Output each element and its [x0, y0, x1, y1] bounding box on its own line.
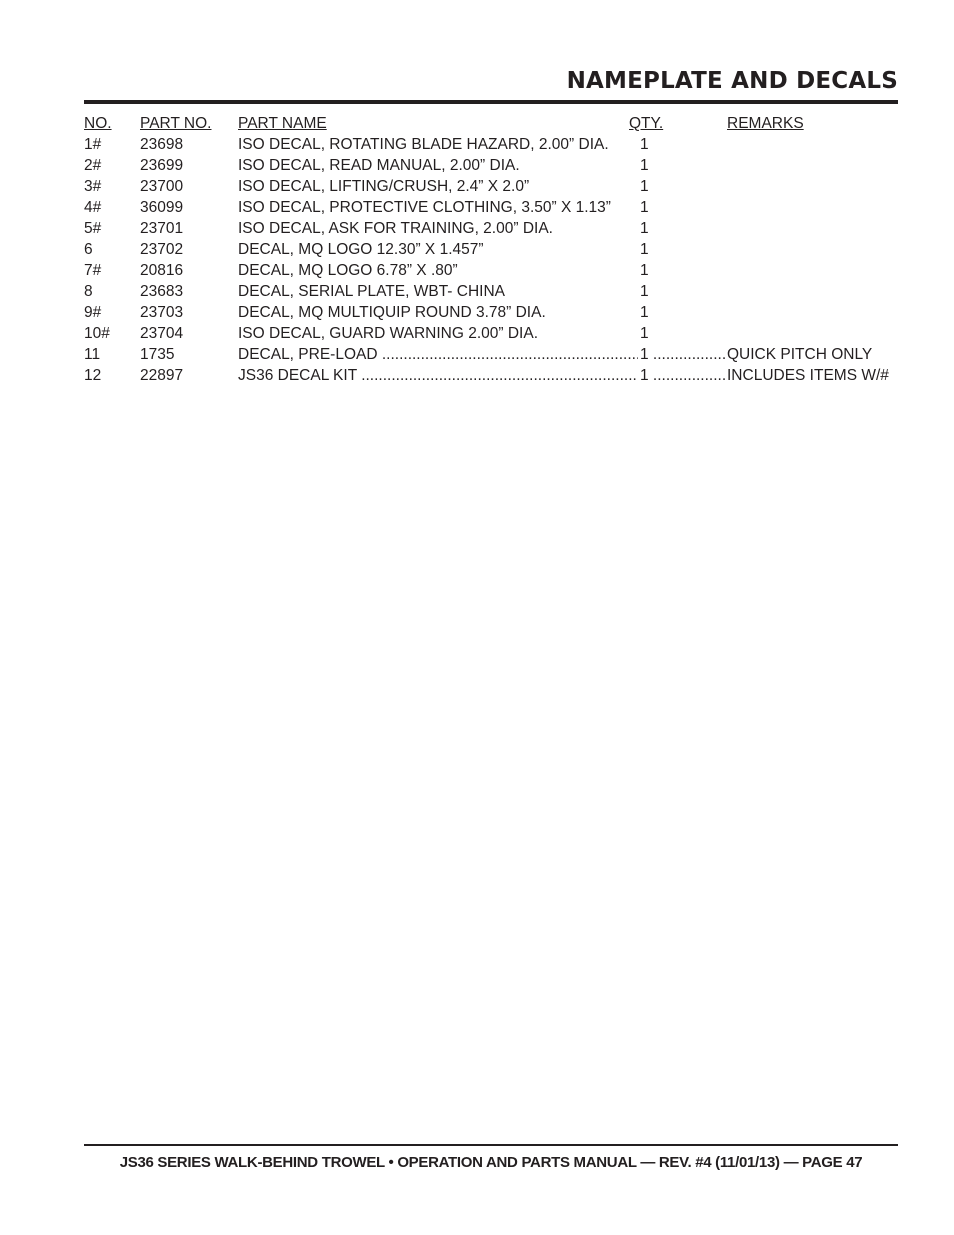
table-row: [84, 134, 898, 155]
row-no: 12: [84, 367, 102, 384]
table-row: [84, 323, 898, 344]
row-remarks: INCLUDES ITEMS W/#: [727, 367, 889, 384]
header-qty: QTY.: [629, 115, 664, 132]
row-part-name: DECAL, SERIAL PLATE, WBT- CHINA: [238, 283, 506, 300]
row-no: 2#: [84, 157, 102, 174]
row-no: 8: [84, 283, 93, 300]
row-part-name: ISO DECAL, ROTATING BLADE HAZARD, 2.00” DIA.: [238, 136, 609, 153]
row-no: 6: [84, 241, 93, 258]
header-part-no: PART NO.: [140, 115, 212, 132]
row-qty: 1 .....: [640, 344, 727, 365]
table-row: [84, 260, 898, 281]
row-no: 11: [84, 346, 101, 363]
page-title: NAMEPLATE AND DECALS: [566, 68, 898, 94]
row-part-name: DECAL, MQ MULTIQUIP ROUND 3.78” DIA.: [238, 304, 546, 321]
table-row: [84, 302, 898, 323]
row-qty: 1: [640, 283, 649, 300]
page-footer: JS36 SERIES WALK-BEHIND TROWEL • OPERATION AND PARTS MANUAL — REV. #4 (11/01/13) — PAGE 47: [119, 1154, 863, 1171]
row-no: 7#: [84, 262, 102, 279]
row-part-name: ISO DECAL, READ MANUAL, 2.00” DIA.: [238, 157, 520, 174]
row-part-no: 23704: [140, 325, 184, 342]
row-part-name: DECAL, MQ LOGO 6.78” X .80”: [238, 262, 458, 279]
table-row: [84, 344, 898, 365]
row-part-name: ISO DECAL, PROTECTIVE CLOTHING, 3.50” X 1.13”: [238, 199, 611, 216]
row-qty: 1 .....: [640, 365, 727, 386]
table-row: [84, 239, 898, 260]
table-row: [84, 197, 898, 218]
row-part-no: 23702: [140, 241, 184, 258]
row-part-name: ISO DECAL, ASK FOR TRAINING, 2.00” DIA.: [238, 220, 553, 237]
row-part-no: 20816: [140, 262, 184, 279]
row-part-no: 23683: [140, 283, 184, 300]
header-no: NO.: [84, 115, 112, 132]
row-qty: 1: [640, 136, 649, 153]
table-header-row: [84, 113, 898, 134]
row-remarks: QUICK PITCH ONLY: [727, 346, 873, 363]
row-qty: 1: [640, 220, 649, 237]
title-rule: [84, 100, 898, 104]
row-no: 5#: [84, 220, 102, 237]
row-no: 9#: [84, 304, 102, 321]
row-qty: 1: [640, 304, 649, 321]
row-part-no: 23699: [140, 157, 184, 174]
row-no: 3#: [84, 178, 102, 195]
row-qty: 1: [640, 157, 649, 174]
row-part-no: 23698: [140, 136, 184, 153]
row-no: 4#: [84, 199, 102, 216]
row-part-name: ISO DECAL, LIFTING/CRUSH, 2.4” X 2.0”: [238, 178, 530, 195]
row-part-no: 23703: [140, 304, 184, 321]
row-no: 1#: [84, 136, 102, 153]
row-part-no: 1735: [140, 346, 175, 363]
row-part-name: JS36 DECAL KIT .....: [238, 365, 638, 386]
row-part-name: DECAL, MQ LOGO 12.30” X 1.457”: [238, 241, 484, 258]
row-part-no: 36099: [140, 199, 184, 216]
row-no: 10#: [84, 325, 110, 342]
row-qty: 1: [640, 325, 649, 342]
row-part-name: ISO DECAL, GUARD WARNING 2.00” DIA.: [238, 325, 539, 342]
table-row: [84, 176, 898, 197]
table-row: [84, 281, 898, 302]
table-row: [84, 155, 898, 176]
footer-rule: [84, 1144, 898, 1146]
table-row: [84, 218, 898, 239]
row-qty: 1: [640, 178, 649, 195]
row-part-no: 23700: [140, 178, 184, 195]
row-part-no: 23701: [140, 220, 184, 237]
table-row: [84, 365, 898, 386]
header-part-name: PART NAME: [238, 115, 327, 132]
parts-table: [84, 113, 898, 386]
row-qty: 1: [640, 199, 649, 216]
row-qty: 1: [640, 241, 649, 258]
row-part-no: 22897: [140, 367, 184, 384]
row-qty: 1: [640, 262, 649, 279]
header-remarks: REMARKS: [727, 115, 804, 132]
row-part-name: DECAL, PRE-LOAD .....: [238, 344, 638, 365]
